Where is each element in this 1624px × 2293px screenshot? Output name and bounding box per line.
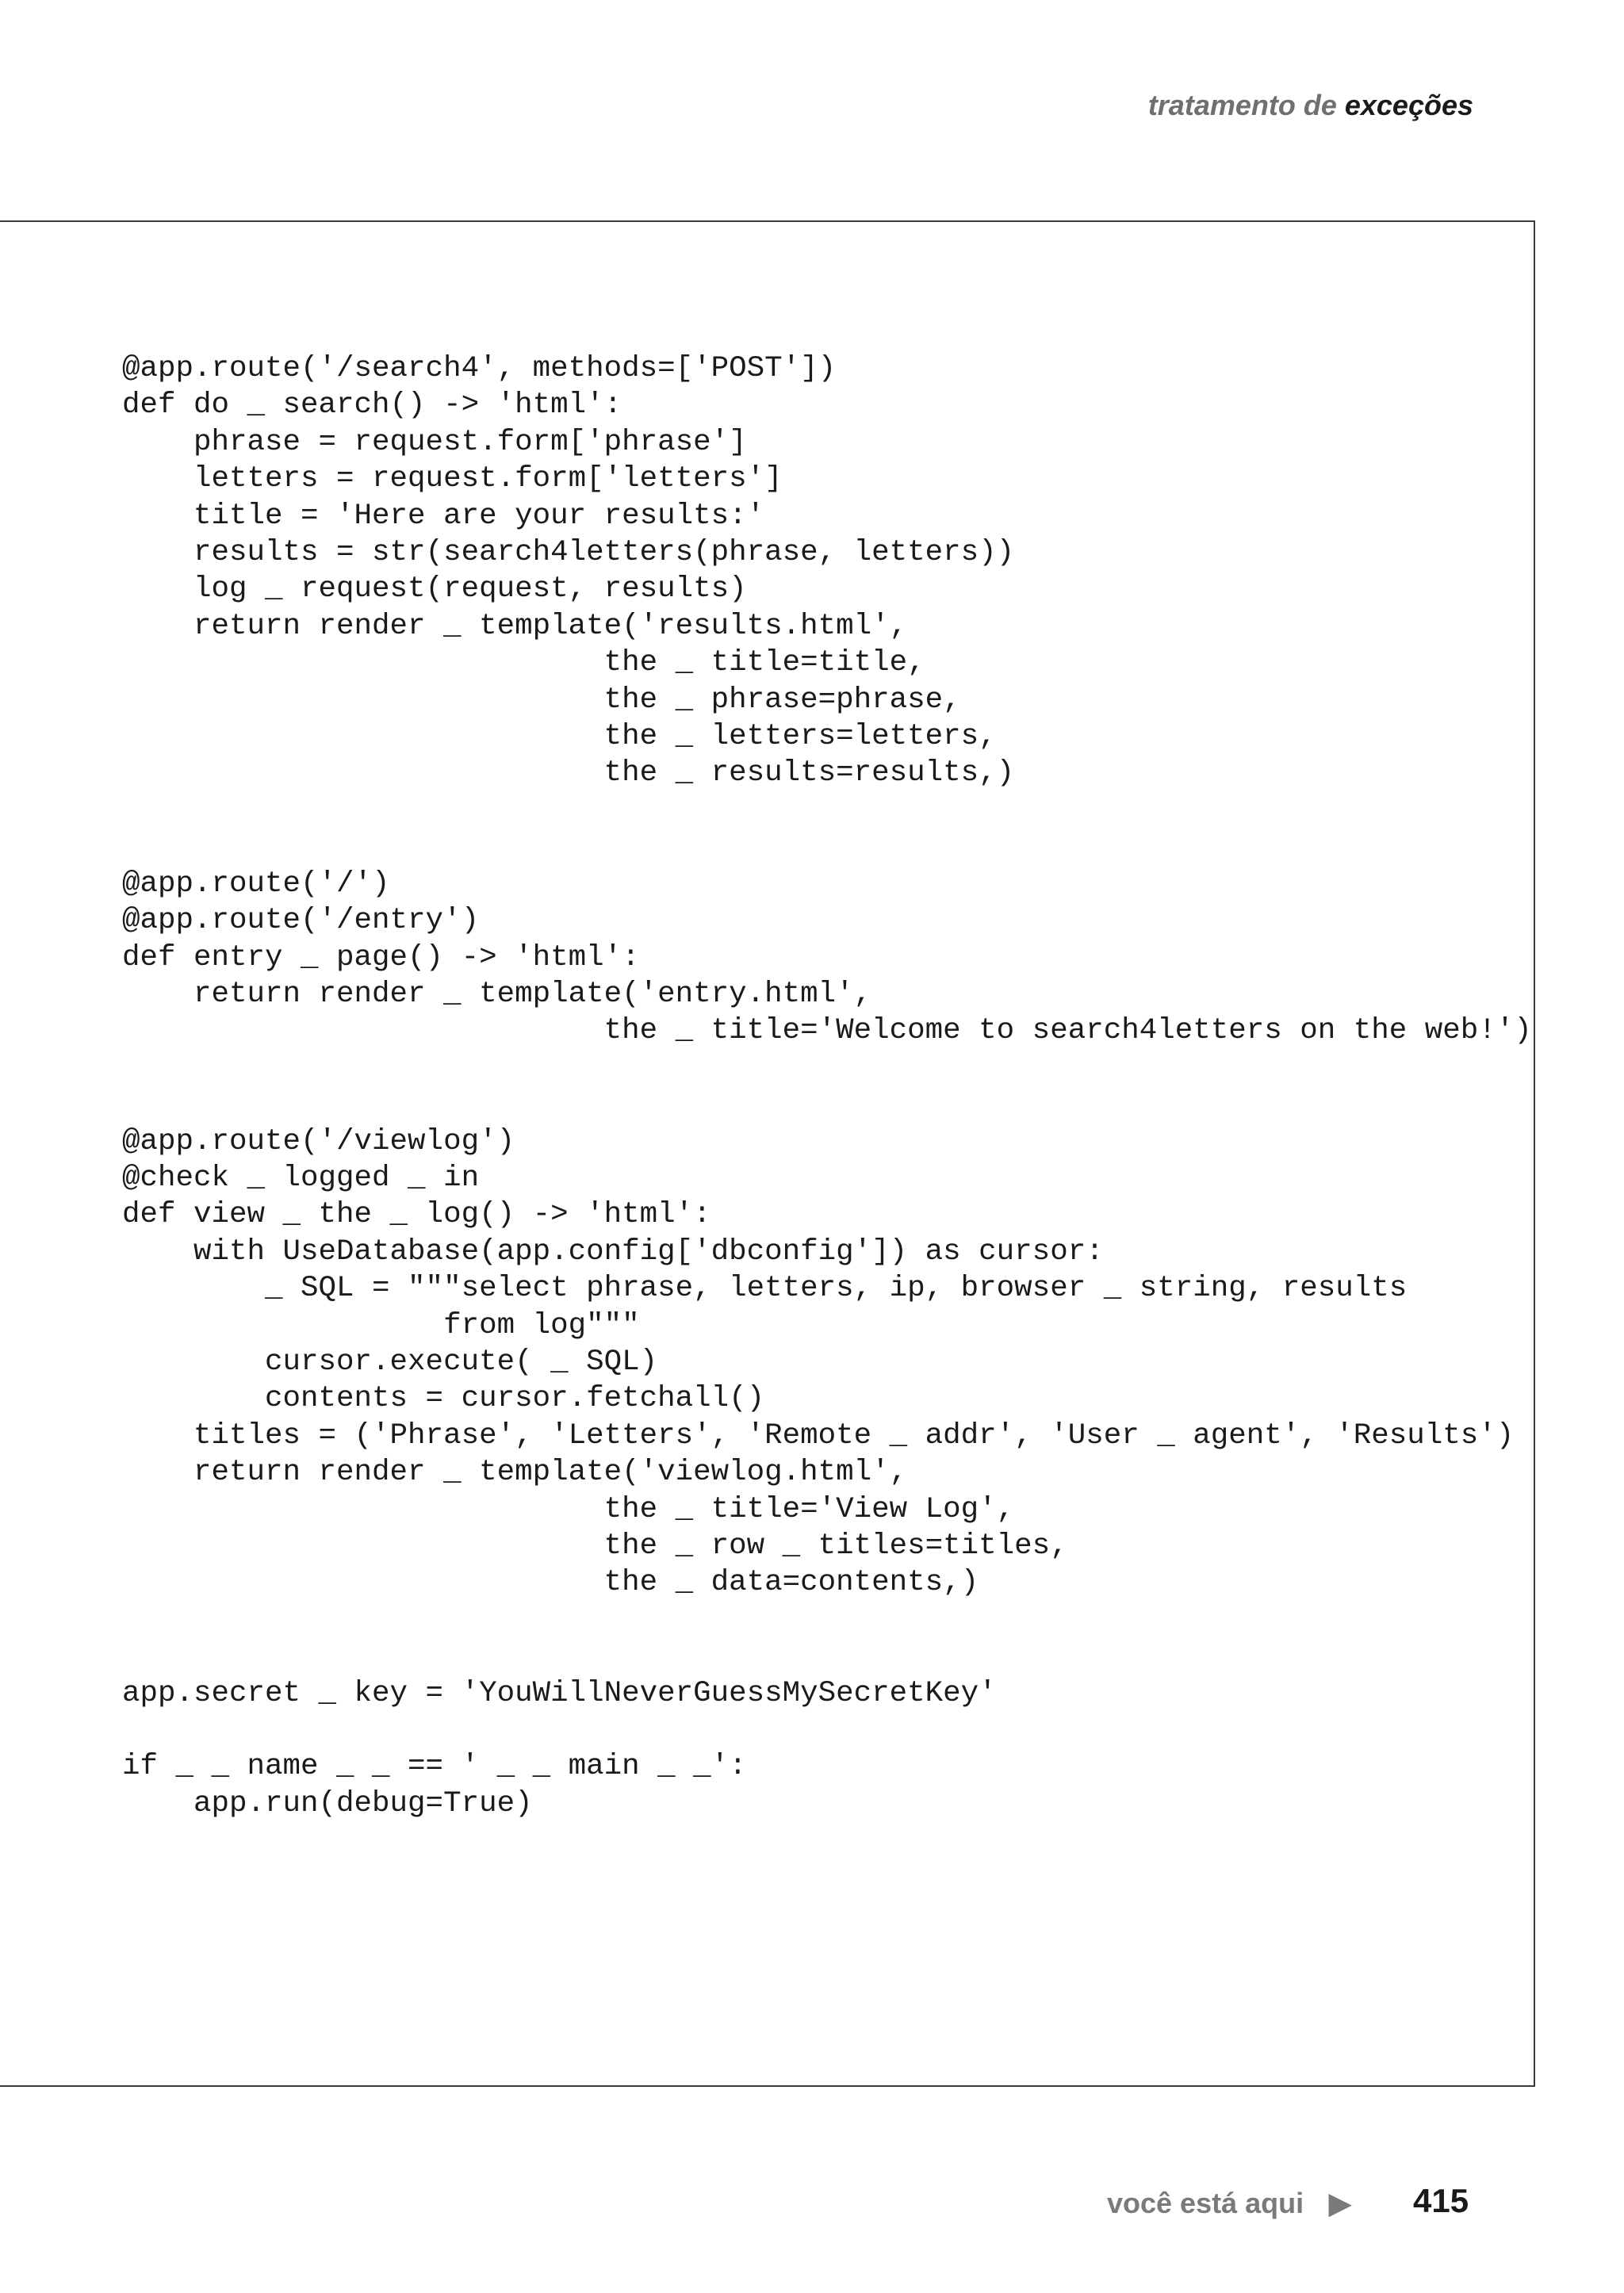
code-line: the _ data=contents,) [122, 1566, 979, 1600]
code-line: the _ row _ titles=titles, [122, 1529, 1068, 1563]
code-line: @app.route('/') [122, 867, 390, 901]
code-line: _ SQL = """select phrase, letters, ip, browser _ string, results [122, 1272, 1408, 1306]
running-header [1148, 89, 1473, 122]
code-line: return render _ template('entry.html', [122, 977, 872, 1011]
code-line: app.secret _ key = 'YouWillNeverGuessMySecretKey' [122, 1676, 997, 1710]
code-line: cursor.execute( _ SQL) [122, 1345, 658, 1379]
code-line: @app.route('/entry') [122, 904, 480, 938]
code-line: letters = request.form['letters'] [122, 462, 783, 496]
code-line: return render _ template('viewlog.html', [122, 1456, 908, 1490]
code-listing [122, 350, 1532, 1822]
code-line: def do _ search() -> 'html': [122, 389, 622, 423]
code-line: the _ title=title, [122, 646, 925, 680]
code-line: phrase = request.form['phrase'] [122, 425, 747, 459]
code-line: the _ title='Welcome to search4letters on the web!') [122, 1014, 1532, 1048]
page-number: 415 [1413, 2182, 1469, 2219]
header-emphasis: exceções [1344, 89, 1473, 121]
code-line: def entry _ page() -> 'html': [122, 940, 640, 974]
code-line: titles = ('Phrase', 'Letters', 'Remote _ addr', 'User _ agent', 'Results') [122, 1418, 1515, 1453]
code-line: return render _ template('results.html', [122, 609, 908, 643]
code-line: @app.route('/viewlog') [122, 1124, 515, 1158]
code-line: the _ phrase=phrase, [122, 683, 961, 717]
code-line: the _ title='View Log', [122, 1492, 1015, 1526]
code-line: from log""" [122, 1308, 640, 1342]
code-line: results = str(search4letters(phrase, letters)) [122, 536, 1015, 570]
header-prefix: tratamento de [1147, 89, 1345, 121]
code-line: def view _ the _ log() -> 'html': [122, 1198, 711, 1232]
code-line: title = 'Here are your results:' [122, 499, 765, 533]
play-arrow-icon: ▶ [1329, 2187, 1351, 2219]
you-are-here-label: você está aqui [1107, 2187, 1304, 2219]
code-line: the _ letters=letters, [122, 720, 997, 754]
code-line: the _ results=results,) [122, 756, 1015, 790]
code-line: with UseDatabase(app.config['dbconfig']) as cursor: [122, 1235, 1104, 1269]
code-line: log _ request(request, results) [122, 572, 747, 607]
code-line: @check _ logged _ in [122, 1161, 480, 1195]
code-line: contents = cursor.fetchall() [122, 1382, 765, 1416]
code-line: if _ _ name _ _ == ' _ _ main _ _': [122, 1750, 747, 1784]
code-line: @app.route('/search4', methods=['POST']) [122, 352, 837, 385]
code-line: app.run(debug=True) [122, 1786, 533, 1820]
